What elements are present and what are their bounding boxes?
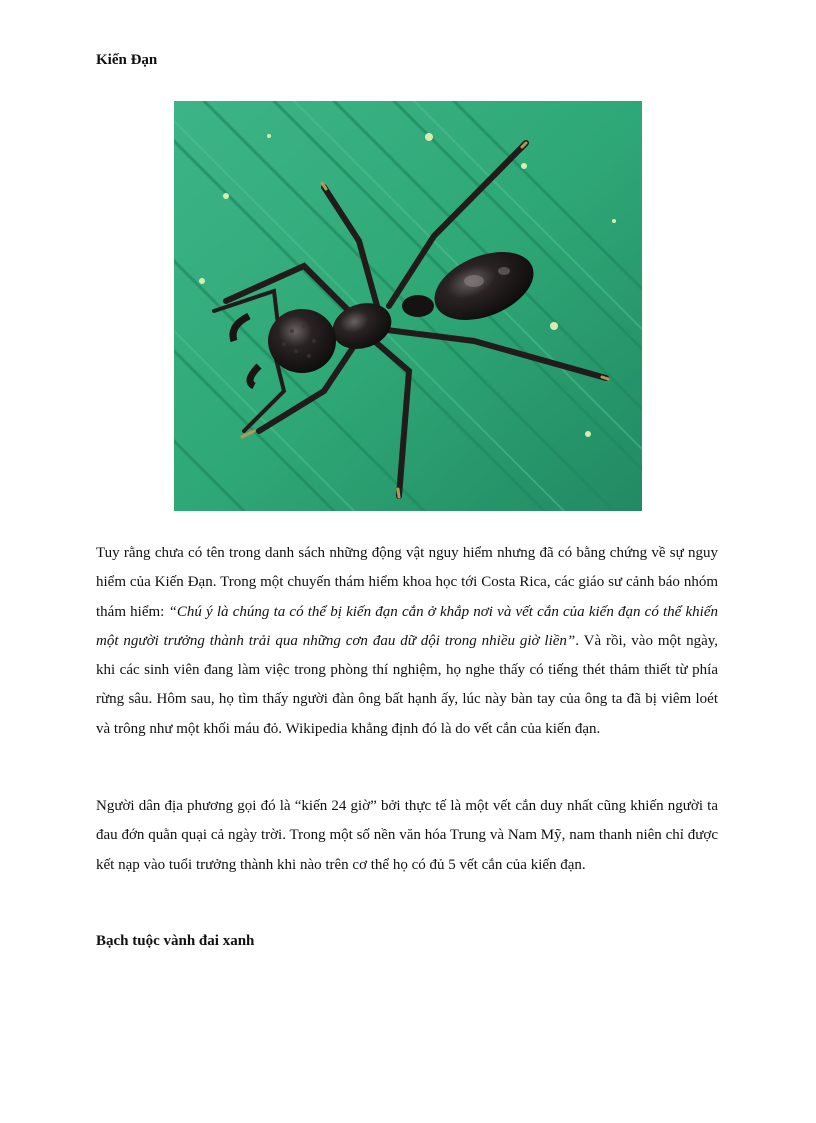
professor-quote: “Chú ý là chúng ta có thể bị kiến đạn cắn ở khắp nơi và vết cắn của kiến đạn có thể khiến một người trưởng thành trải qua những cơn đau dữ dội trong nhiều giờ liền” — [96, 603, 718, 649]
paragraph-text-intro: Tuy rằng chưa có tên trong danh sách những động vật nguy hiểm nhưng đã có bằng chứng về sự nguy hiểm của Kiến Đạn. Trong một chuyến thám hiểm khoa học tới Costa Rica, các giáo sư cảnh báo nhóm thám hiểm: — [96, 545, 718, 620]
bullet-ant-photo — [174, 101, 642, 511]
section-title-bullet-ant: Kiến Đạn — [96, 52, 158, 68]
section-title-blue-ringed-octopus: Bạch tuộc vành đai xanh — [96, 933, 255, 949]
paragraph-bullet-ant-story — [96, 539, 718, 744]
paragraph-24-hour-ant: Người dân địa phương gọi đó là “kiến 24 giờ” bởi thực tế là một vết cắn duy nhất cũng khiến người ta đau đớn quằn quại cả ngày trời. Trong một số nền văn hóa Trung và Nam Mỹ, nam thanh niên chỉ được kết nạp vào tuổi trưởng thành khi nào trên cơ thể họ có đủ 5 vết cắn của kiến đạn. — [96, 798, 718, 873]
paragraph-text-outro: . Và rồi, vào một ngày, khi các sinh viên đang làm việc trong phòng thí nghiệm, họ nghe thấy có tiếng thét thảm thiết từ phía rừng sâu. Hôm sau, họ tìm thấy người đàn ông bất hạnh ấy, lúc này bàn tay của ông ta đã bị viêm loét và trông như một khối máu đỏ. Wikipedia khẳng định đó là do vết cắn của kiến đạn. — [96, 632, 719, 737]
